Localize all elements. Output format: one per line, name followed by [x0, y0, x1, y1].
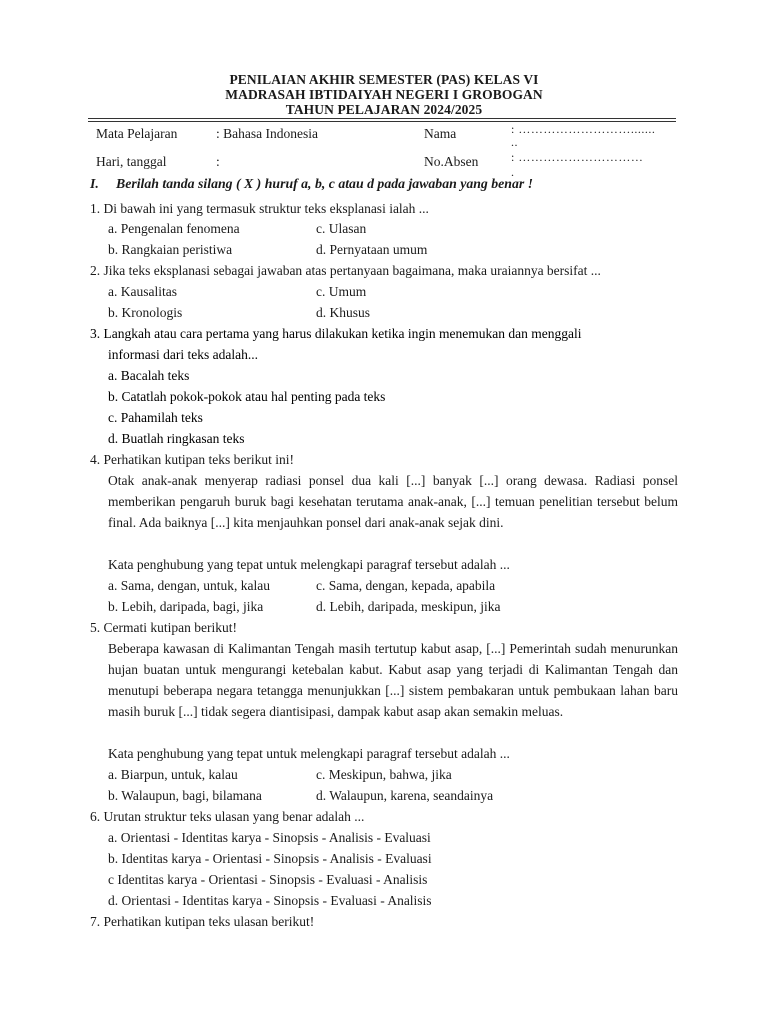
name-field-wrap: .. — [511, 135, 518, 149]
header-divider-top — [88, 118, 676, 119]
q1-question: 1. Di bawah ini yang termasuk struktur teks eksplanasi ialah ... — [90, 201, 429, 216]
q1-option-d[interactable]: d. Pernyataan umum — [316, 242, 428, 257]
exam-header — [0, 72, 768, 117]
q3-option-c[interactable]: c. Pahamilah teks — [108, 410, 203, 425]
q3-question-line2: informasi dari teks adalah... — [108, 347, 258, 362]
header-year: TAHUN PELAJARAN 2024/2025 — [285, 102, 483, 117]
absen-field[interactable]: : ………………………… — [511, 150, 644, 164]
q5-option-b[interactable]: b. Walaupun, bagi, bilamana — [108, 788, 262, 803]
q4-option-c[interactable]: c. Sama, dengan, kepada, apabila — [316, 578, 496, 593]
q2-option-c[interactable]: c. Umum — [316, 284, 367, 299]
q7-question: 7. Perhatikan kutipan teks ulasan berikut! — [90, 914, 315, 929]
name-label: Nama — [424, 126, 457, 141]
subject-label: Mata Pelajaran — [96, 126, 178, 141]
q6-question: 6. Urutan struktur teks ulasan yang benar adalah ... — [90, 809, 365, 824]
q6-option-d[interactable]: d. Orientasi - Identitas karya - Sinopsis - Evaluasi - Analisis — [108, 893, 432, 908]
subject-value: : Bahasa Indonesia — [216, 126, 318, 141]
q5-prompt: Kata penghubung yang tepat untuk melengkapi paragraf tersebut adalah ... — [108, 746, 510, 761]
q2-option-a[interactable]: a. Kausalitas — [108, 284, 177, 299]
q5-option-c[interactable]: c. Meskipun, bahwa, jika — [316, 767, 452, 782]
absen-field-wrap: . — [511, 165, 515, 179]
section-instruction-text: Berilah tanda silang ( X ) huruf a, b, c atau d pada jawaban yang benar ! — [116, 176, 534, 191]
q1-option-b[interactable]: b. Rangkaian peristiwa — [108, 242, 233, 257]
day-label: Hari, tanggal — [96, 154, 167, 169]
q2-option-b[interactable]: b. Kronologis — [108, 305, 183, 320]
q2-question: 2. Jika teks eksplanasi sebagai jawaban atas pertanyaan bagaimana, maka uraiannya bersifat ... — [90, 263, 601, 278]
header-school: MADRASAH IBTIDAIYAH NEGERI I GROBOGAN — [225, 87, 543, 102]
q4-option-b[interactable]: b. Lebih, daripada, bagi, jika — [108, 599, 264, 614]
header-title: PENILAIAN AKHIR SEMESTER (PAS) KELAS VI — [229, 72, 539, 87]
q4-passage: Otak anak-anak menyerap radiasi ponsel dua kali [...] banyak [...] orang dewasa. Radiasi ponsel memberikan pengaruh buruk bagi kesehatan terutama anak-anak, [...] temuan penelitian tersebut belum final. Ada baiknya [...] kita menjauhkan ponsel dari anak-anak sejak dini. — [108, 473, 678, 530]
q3-option-d[interactable]: d. Buatlah ringkasan teks — [108, 431, 245, 446]
q5-option-a[interactable]: a. Biarpun, untuk, kalau — [108, 767, 238, 782]
q3-question-line1: 3. Langkah atau cara pertama yang harus dilakukan ketika ingin menemukan dan menggali — [90, 326, 582, 341]
q2-option-d[interactable]: d. Khusus — [316, 305, 371, 320]
q4-option-a[interactable]: a. Sama, dengan, untuk, kalau — [108, 578, 270, 593]
q6-option-c[interactable]: c Identitas karya - Orientasi - Sinopsis - Evaluasi - Analisis — [108, 872, 428, 887]
q5-question: 5. Cermati kutipan berikut! — [90, 620, 237, 635]
q3-option-a[interactable]: a. Bacalah teks — [108, 368, 190, 383]
q4-option-d[interactable]: d. Lebih, daripada, meskipun, jika — [316, 599, 501, 614]
q5-passage: Beberapa kawasan di Kalimantan Tengah masih tertutup kabut asap, [...] Pemerintah sudah menurunkan hujan buatan untuk mengurangi ketebalan kabut. Kabut asap yang terjadi di Kalimantan Tengah dan menutupi beberapa negara tetangga menunjukkan [...] sistem pembakaran untuk pembukaan lahan baru masih buruk [...] tidak segera diantisipasi, dampak kabut asap akan semakin meluas. — [108, 641, 678, 719]
section-number: I. — [90, 176, 99, 191]
name-field[interactable]: : ………………………....... — [511, 122, 656, 136]
q6-option-a[interactable]: a. Orientasi - Identitas karya - Sinopsis - Analisis - Evaluasi — [108, 830, 431, 845]
day-value[interactable]: : — [216, 154, 220, 169]
q1-option-c[interactable]: c. Ulasan — [316, 221, 367, 236]
q5-option-d[interactable]: d. Walaupun, karena, seandainya — [316, 788, 494, 803]
q4-question: 4. Perhatikan kutipan teks berikut ini! — [90, 452, 294, 467]
q1-option-a[interactable]: a. Pengenalan fenomena — [108, 221, 240, 236]
q6-option-b[interactable]: b. Identitas karya - Orientasi - Sinopsis - Analisis - Evaluasi — [108, 851, 432, 866]
q3-option-b[interactable]: b. Catatlah pokok-pokok atau hal penting pada teks — [108, 389, 386, 404]
section-instruction — [90, 176, 533, 192]
absen-label: No.Absen — [424, 154, 479, 169]
q4-prompt: Kata penghubung yang tepat untuk melengkapi paragraf tersebut adalah ... — [108, 557, 510, 572]
